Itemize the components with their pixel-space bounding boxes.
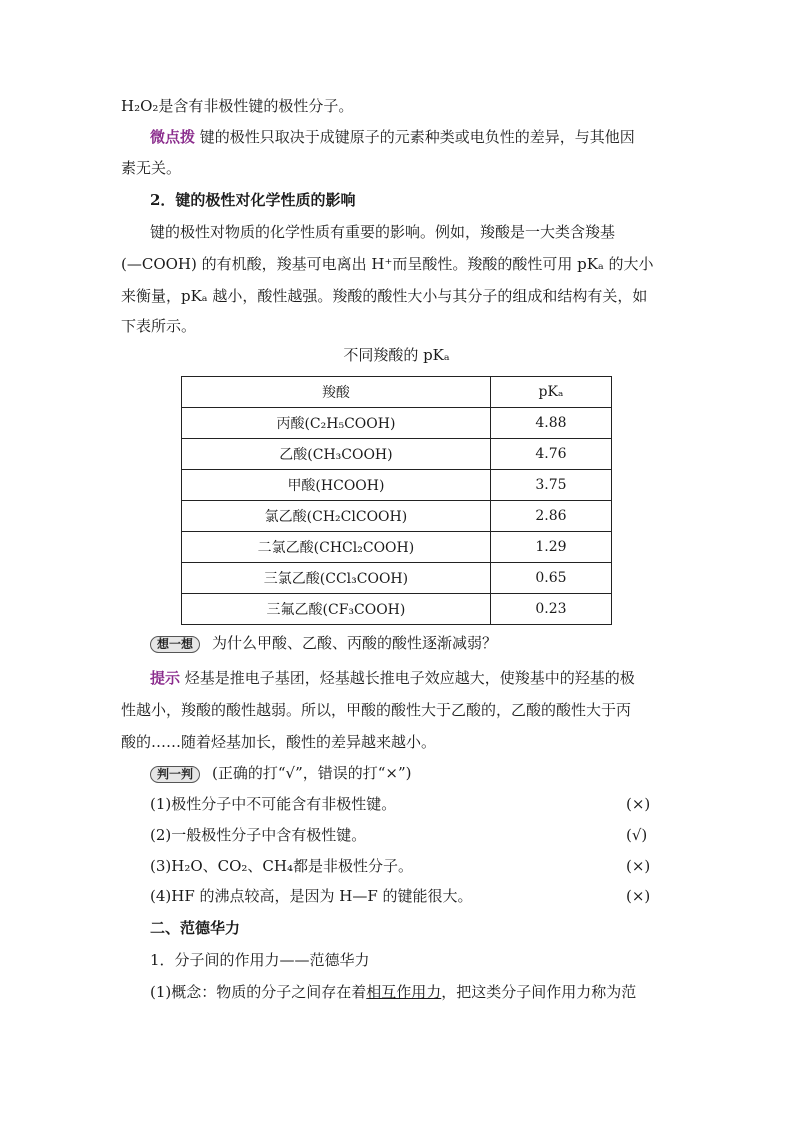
judge-item: (3)H₂O、CO₂、CH₄都是非极性分子。 [150,857,413,875]
hint-text: 烃基是推电子基团，烃基越长推电子效应越大，使羧基中的羟基的极 [184,669,635,687]
text-line: (—COOH) 的有机酸，羧基可电离出 H⁺而呈酸性。羧酸的酸性可用 pKₐ 的大小 [121,255,654,273]
table-row [182,501,612,532]
acid-name-cell: 乙酸(CH₃COOH) [182,439,491,470]
text-line: 下表所示。 [121,317,197,335]
text-line: 性越小，羧酸的酸性越弱。所以，甲酸的酸性大于乙酸的，乙酸的酸性大于丙 [121,701,632,719]
section-heading: 二、范德华力 [150,919,241,937]
acid-name-cell: 丙酸(C₂H₅COOH) [182,408,491,439]
subsection-heading: 1．分子间的作用力——范德华力 [150,951,370,969]
pka-value-cell: 1.29 [490,532,611,563]
acid-name-cell: 二氯乙酸(CHCl₂COOH) [182,532,491,563]
table-row [182,563,612,594]
think-badge: 想一想 [150,636,200,653]
judge-answer: (×) [626,887,651,905]
text-line: H₂O₂是含有非极性键的极性分子。 [121,97,354,115]
column-header-pka: pKₐ [490,377,611,408]
concept-underlined-term: 相互作用力 [366,983,442,1001]
table-row [182,408,612,439]
tip-text: 键的极性只取决于成键原子的元素种类或电负性的差异，与其他因 [199,128,635,146]
pka-table [181,376,612,625]
table-row [182,532,612,563]
tip-label: 微点拨 [150,128,196,146]
think-question [150,633,710,653]
table-row [182,594,612,625]
text-line: 键的极性对物质的化学性质有重要的影响。例如，羧酸是一大类含羧基 [150,223,616,241]
judge-answer: (×) [626,795,651,813]
text-line: 素无关。 [121,159,182,177]
pka-value-cell: 0.23 [490,594,611,625]
text-line: 酸的……随着烃基加长，酸性的差异越来越小。 [121,733,437,751]
pka-value-cell: 2.86 [490,501,611,532]
hint-paragraph [150,668,710,688]
acid-name-cell: 三氯乙酸(CCl₃COOH) [182,563,491,594]
table-row [182,470,612,501]
column-header-acid: 羧酸 [182,377,491,408]
pka-value-cell: 3.75 [490,470,611,501]
judge-answer: (√) [626,826,648,844]
judge-instruction: (正确的打“√”，错误的打“×”) [212,764,412,782]
tip-paragraph [150,127,710,147]
judge-answer: (×) [626,857,651,875]
pka-value-cell: 4.76 [490,439,611,470]
subsection-heading: 2．键的极性对化学性质的影响 [150,191,356,209]
acid-name-cell: 氯乙酸(CH₂ClCOOH) [182,501,491,532]
judge-header [150,763,710,783]
judge-badge: 判一判 [150,766,200,783]
concept-prefix: (1)概念：物质的分子之间存在着 [150,983,367,1001]
think-question-text: 为什么甲酸、乙酸、丙酸的酸性逐渐减弱？ [212,634,498,652]
pka-value-cell: 0.65 [490,563,611,594]
acid-name-cell: 甲酸(HCOOH) [182,470,491,501]
table-caption: 不同羧酸的 pKₐ [343,346,450,364]
table-row [182,439,612,470]
text-line: 来衡量，pKₐ 越小，酸性越强。羧酸的酸性大小与其分子的组成和结构有关，如 [121,287,648,305]
acid-name-cell: 三氟乙酸(CF₃COOH) [182,594,491,625]
judge-item: (1)极性分子中不可能含有非极性键。 [150,795,397,813]
table-header-row [182,377,612,408]
judge-item: (4)HF 的沸点较高，是因为 H—F 的键能很大。 [150,887,473,905]
concept-suffix: ，把这类分子间作用力称为范 [441,983,637,1001]
pka-value-cell: 4.88 [490,408,611,439]
hint-label: 提示 [150,669,181,687]
judge-item: (2)一般极性分子中含有极性键。 [150,826,367,844]
concept-line [150,982,710,1002]
